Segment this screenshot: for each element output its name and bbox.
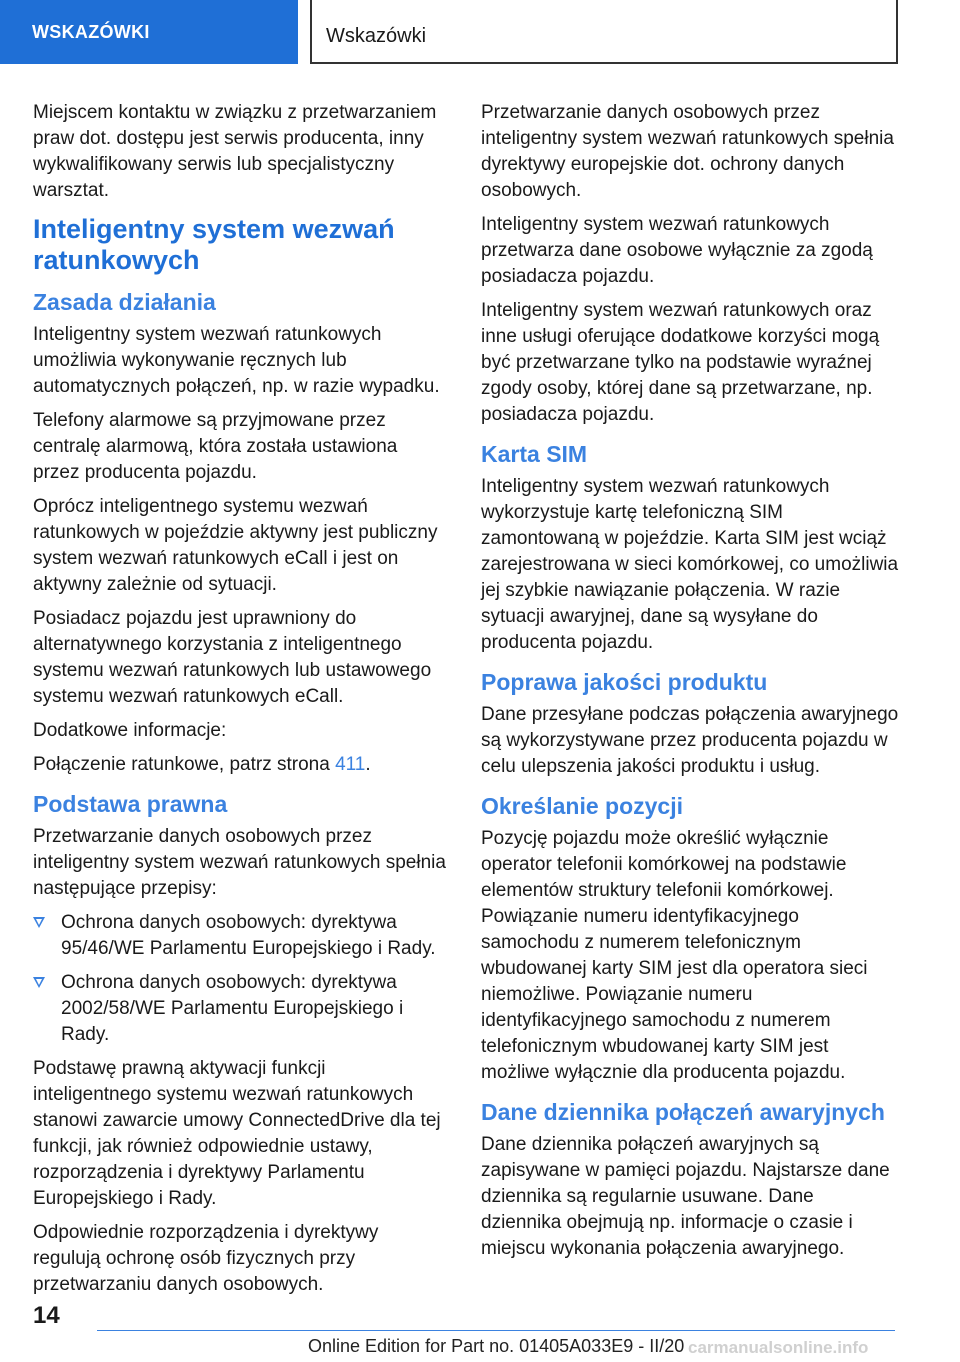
cross-reference-text: Połączenie ratunkowe, patrz strona xyxy=(33,754,336,775)
cross-reference xyxy=(33,752,449,778)
list-item-text: Ochrona danych osobowych: dyrektywa 95/46/WE Parlamentu Europejskiego i Rady. xyxy=(61,912,436,959)
zasada-paragraph-1: Inteligentny system wezwań ratunkowych umożliwia wykonywanie ręcznych lub automatycznych połączeń, np. w razie wypadku. xyxy=(33,324,440,397)
log-paragraph: Dane dziennika połączeń awaryjnych są zapisywane w pamięci pojazdu. Najstarsze dane dziennika są regularnie usuwane. Dane dziennika obejmują np. informacje o czasie i miejscu wykonania połączenia awaryjnego. xyxy=(481,1134,890,1259)
quality-heading: Poprawa jakości produktu xyxy=(481,669,768,695)
quality-paragraph: Dane przesyłane podczas połączenia awaryjnego są wykorzystywane przez producenta pojazdu w celu ulepszenia jakości produktu i usług. xyxy=(481,704,899,777)
edition-footer: Online Edition for Part no. 01405A033E9 - II/20 xyxy=(308,1336,685,1356)
list-item xyxy=(33,910,449,962)
zasada-paragraph-3: Oprócz inteligentnego systemu wezwań ratunkowych w pojeździe aktywny jest publiczny system wezwań ratunkowych eCall i jest on aktywny zależnie od sytuacji. xyxy=(33,496,438,595)
list-item xyxy=(33,970,449,1048)
right-paragraph-2: Inteligentny system wezwań ratunkowych przetwarza dane osobowe wyłącznie za zgodą posiadacza pojazdu. xyxy=(481,214,873,287)
zasada-heading: Zasada działania xyxy=(33,289,216,315)
section-tab[interactable]: WSKAZÓWKI xyxy=(0,0,298,64)
main-heading: Inteligentny system wezwań ratunkowych xyxy=(33,214,395,275)
sim-paragraph: Inteligentny system wezwań ratunkowych wykorzystuje kartę telefoniczną SIM zamontowaną w pojeździe. Karta SIM jest wciąż zarejestrowana w sieci komórkowej, co umożliwia jej szybkie nawiązanie połączenia. W razie sytuacji awaryjnej, dane są wysyłane do producenta pojazdu. xyxy=(481,476,899,653)
left-column xyxy=(33,100,449,1306)
bullet-list xyxy=(33,910,449,1048)
right-column xyxy=(481,100,899,1270)
log-heading: Dane dziennika połączeń awaryjnych xyxy=(481,1099,885,1125)
header-title: Wskazówki xyxy=(326,25,427,47)
podstawa-heading: Podstawa prawna xyxy=(33,791,228,817)
podstawa-paragraph-2: Podstawę prawną aktywacji funkcji inteligentnego systemu wezwań ratunkowych stanowi zawarcie umowy ConnectedDrive dla tej funkcji, jak również odpowiednie ustawy, rozporządzenia i dyrektywy Parlamentu Europejskiego i Rady. xyxy=(33,1058,441,1209)
podstawa-paragraph-3: Odpowiednie rozporządzenia i dyrektywy regulują ochronę osób fizycznych przy przetwarzaniu danych osobowych. xyxy=(33,1222,379,1295)
page-link-411[interactable]: 411 xyxy=(335,754,366,775)
zasada-paragraph-4: Posiadacz pojazdu jest uprawniony do alternatywnego korzystania z inteligentnego systemu wezwań ratunkowych lub ustawowego systemu wezwań ratunkowych eCall. xyxy=(33,608,432,707)
intro-paragraph: Miejscem kontaktu w związku z przetwarzaniem praw dot. dostępu jest serwis producenta, inny wykwalifikowany serwis lub specjalistyczny warsztat. xyxy=(33,102,437,201)
sim-heading: Karta SIM xyxy=(481,441,588,467)
right-paragraph-3: Inteligentny system wezwań ratunkowych oraz inne usługi oferujące dodatkowe korzyści mogą być przetwarzane tylko na podstawie wyraźnej zgody osoby, której dane są przetwarzane, np. posiadacza pojazdu. xyxy=(481,300,880,425)
position-heading: Określanie pozycji xyxy=(481,793,683,819)
cross-reference-end: . xyxy=(365,754,371,775)
zasada-paragraph-2: Telefony alarmowe są przyjmowane przez centralę alarmową, która została ustawiona przez producenta pojazdu. xyxy=(33,410,398,483)
position-paragraph: Pozycję pojazdu może określić wyłącznie operator telefonii komórkowej na podstawie elementów struktury telefonii komórkowej. Powiązanie numeru identyfikacyjnego samochodu z numerem telefonicznym wbudowanej karty SIM jest dla operatora sieci niemożliwe. Powiązanie numeru identyfikacyjnego samochodu z numerem telefonicznym wbudowanej karty SIM jest możliwe wyłącznie dla producenta pojazdu. xyxy=(481,828,868,1083)
right-paragraph-1: Przetwarzanie danych osobowych przez inteligentny system wezwań ratunkowych spełnia dyrektywy europejskie dot. ochrony danych osobowych. xyxy=(481,102,894,201)
triangle-bullet-icon xyxy=(33,977,45,988)
list-item-text: Ochrona danych osobowych: dyrektywa 2002/58/WE Parlamentu Europejskiego i Rady. xyxy=(61,972,404,1045)
zasada-paragraph-5: Dodatkowe informacje: xyxy=(33,720,227,741)
footer-divider xyxy=(97,1330,895,1331)
watermark: carmanualsonline.info xyxy=(688,1338,869,1357)
page-number: 14 xyxy=(33,1302,60,1329)
triangle-bullet-icon xyxy=(33,917,45,928)
page-header xyxy=(0,0,960,66)
podstawa-paragraph-1: Przetwarzanie danych osobowych przez inteligentny system wezwań ratunkowych spełnia następujące przepisy: xyxy=(33,826,446,899)
